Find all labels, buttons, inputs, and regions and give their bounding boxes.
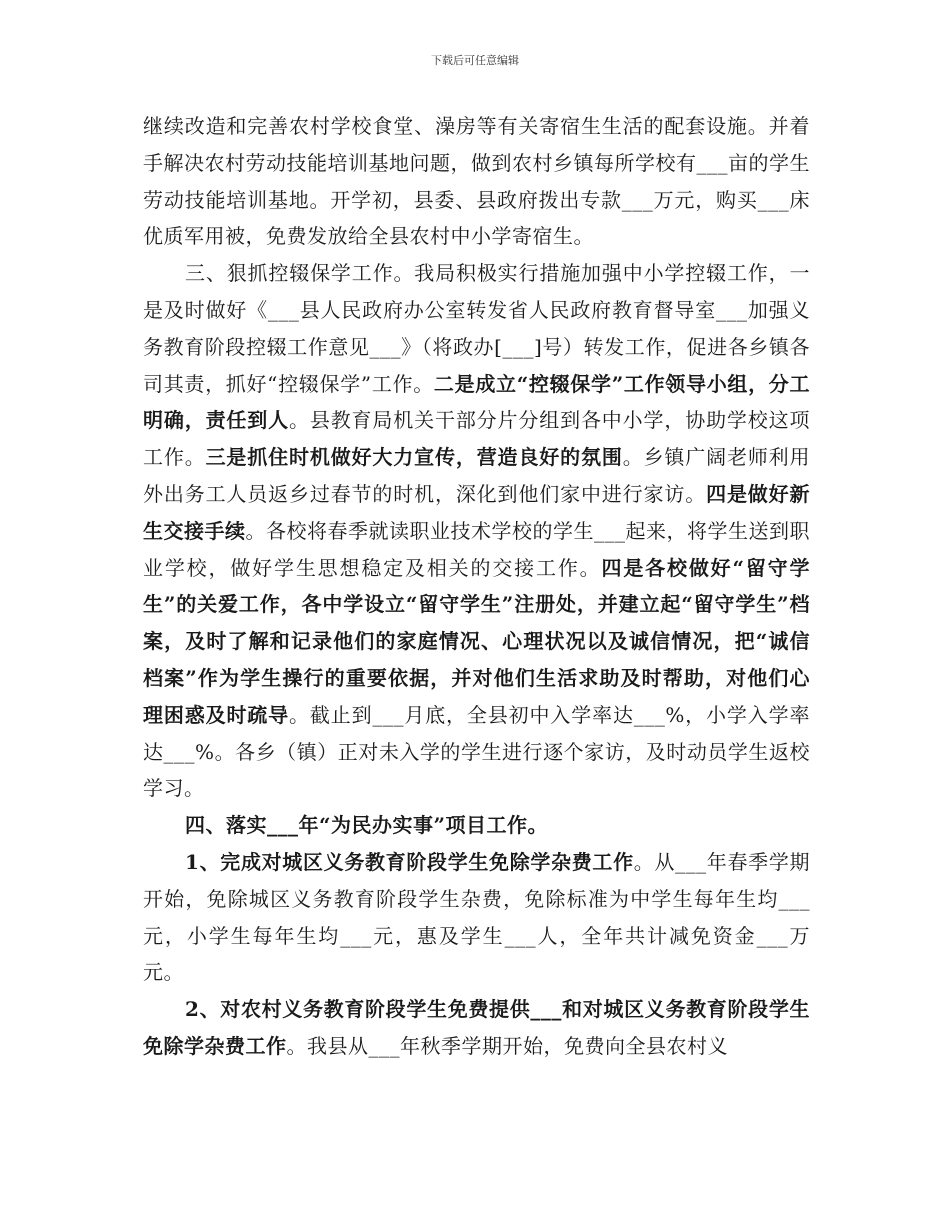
bold-text-run: 四是做好新生交接手续: [143, 481, 811, 543]
text-run: 。我县从___年秋季学期开始，免费向全县农村义: [286, 1033, 728, 1058]
document-body: [143, 108, 810, 1065]
text-run: 。从___年春季学期开始，免除城区义务教育阶段学生杂费，免除标准为中学生每年生均___元，小学生每年生均___元，惠及学生___人，全年共计减免资金___万元。: [143, 849, 811, 985]
text-run: 继续改造和完善农村学校食堂、澡房等有关寄宿生生活的配套设施。并着手解决农村劳动技能培训基地问题，做到农村乡镇每所学校有___亩的学生劳动技能培训基地。开学初，县委、县政府拨出专款___万元，购买___床优质军用被，免费发放给全县农村中小学寄宿生。: [143, 114, 810, 249]
paragraph-4: [143, 844, 810, 991]
text-run: 。乡镇广阔老师利用外出务工人员返乡过春节的时机，深化到他们家中进行家访。: [143, 445, 811, 506]
paragraph-1: [143, 108, 810, 255]
bold-text-run: 四、落实___年“为民办实事”项目工作。: [185, 813, 549, 838]
paragraph-2: [143, 255, 810, 807]
bold-text-run: 三是抓住时机做好大力宣传，营造良好的氛围: [205, 445, 623, 470]
bold-text-run: 2、对农村义务教育阶段学生免费提供___和对城区义务教育阶段学生免除学杂费工作: [143, 997, 810, 1058]
paragraph-3: [143, 807, 810, 844]
text-run: 。各校将春季就读职业技术学校的学生___起来，将学生送到职业学校，做好学生思想稳定及相关的交接工作。: [143, 518, 810, 580]
text-run: 三、狠抓控辍保学工作。我局积极实行措施加强中小学控辍工作，一是及时做好《___县人民政府办公室转发省人民政府教育督导室___加强义务教育阶段控辍工作意见___》（将政办[___]号）转发工作，促进各乡镇各司其责，抓好“控辍保学”工作。: [143, 261, 810, 396]
bold-text-run: 1、完成对城区义务教育阶段学生免除学杂费工作: [185, 849, 634, 874]
text-run: 。县教育局机关干部分片分组到各中小学，协助学校这项工作。: [143, 408, 811, 470]
text-run: 。截止到___月底，全县初中入学率达___%，小学入学率达___%。各乡（镇）正对未入学的学生进行逐个家访，及时动员学生返校学习。: [143, 702, 810, 801]
bold-text-run: 四是各校做好“留守学生”的关爱工作，各中学设立“留守学生”注册处，并建立起“留守学生”档案，及时了解和记录他们的家庭情况、心理状况以及诚信情况，把“诚信档案”作为学生操行的重要依据，并对他们生活求助及时帮助，对他们心理困惑及时疏导: [143, 555, 810, 727]
page-header: 下载后可任意编辑: [431, 54, 519, 67]
bold-text-run: 二是成立“控辍保学”工作领导小组，分工明确，责任到人: [143, 371, 810, 433]
paragraph-5: [143, 991, 810, 1065]
